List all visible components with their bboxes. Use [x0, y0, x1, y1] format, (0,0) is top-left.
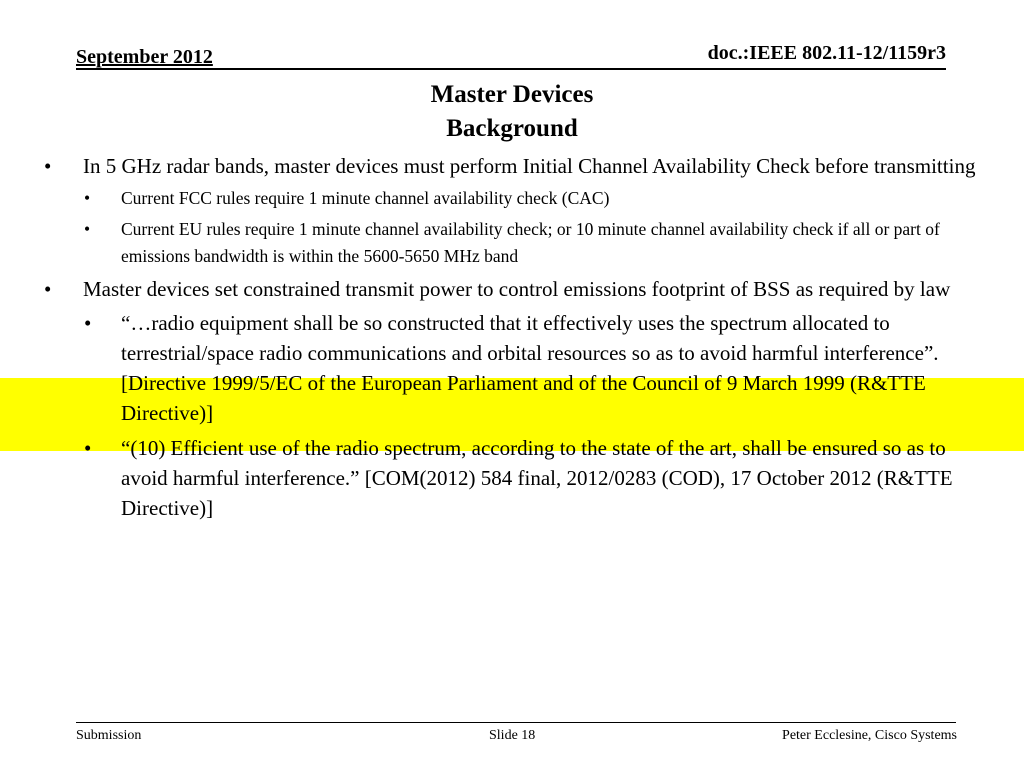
bullet-2-sub-2	[44, 433, 984, 523]
slide-body	[44, 151, 984, 528]
bullet-marker: •	[84, 311, 92, 335]
footer-divider	[76, 722, 956, 723]
bullet-marker: •	[84, 219, 91, 239]
bullet-2-sub-2-text: “(10) Efficient use of the radio spectrum, according to the state of the art, shall be ensured so as to avoid harmful interference.” [COM(2012) 584 final, 2012/0283 (COD), 17 October 2012 (R&TTE Directive)]	[121, 436, 953, 520]
bullet-1-sub-1-text: Current FCC rules require 1 minute channel availability check (CAC)	[121, 188, 610, 208]
bullet-1-text: In 5 GHz radar bands, master devices must perform Initial Channel Availability Check before transmitting	[83, 154, 976, 178]
bullet-2-sub-1	[44, 308, 984, 428]
bullet-1-sub-2	[44, 216, 984, 270]
header-date: September 2012	[76, 46, 213, 68]
title-line-1: Master Devices	[430, 81, 594, 108]
bullet-marker: •	[84, 188, 91, 208]
slide-title	[0, 78, 1024, 146]
bullet-marker: •	[44, 154, 52, 178]
bullet-1-sub-2-text: Current EU rules require 1 minute channel availability check; or 10 minute channel availability check if all or part of emissions bandwidth is within the 5600-5650 MHz band	[121, 219, 940, 266]
footer-submission: Submission	[76, 728, 142, 743]
header-doc-id: doc.:IEEE 802.11-12/1159r3	[707, 42, 946, 64]
bullet-marker: •	[44, 277, 52, 301]
bullet-2	[44, 274, 984, 304]
bullet-1-sub-1	[44, 185, 984, 212]
bullet-2-sub-1-text: “…radio equipment shall be so constructed that it effectively uses the spectrum allocated to terrestrial/space radio communications and orbital resources so as to avoid harmful interference”. [Directive 1999/5/EC of the European Parliament and of the Council of 9 March 1999 (R&TTE Directive)]	[121, 311, 939, 425]
header-divider	[76, 68, 946, 70]
bullet-marker: •	[84, 436, 92, 460]
title-line-2: Background	[446, 115, 578, 142]
footer-author: Peter Ecclesine, Cisco Systems	[782, 728, 957, 743]
bullet-2-text: Master devices set constrained transmit power to control emissions footprint of BSS as required by law	[83, 277, 951, 301]
bullet-1	[44, 151, 984, 181]
footer-slide-number: Slide 18	[489, 728, 536, 743]
